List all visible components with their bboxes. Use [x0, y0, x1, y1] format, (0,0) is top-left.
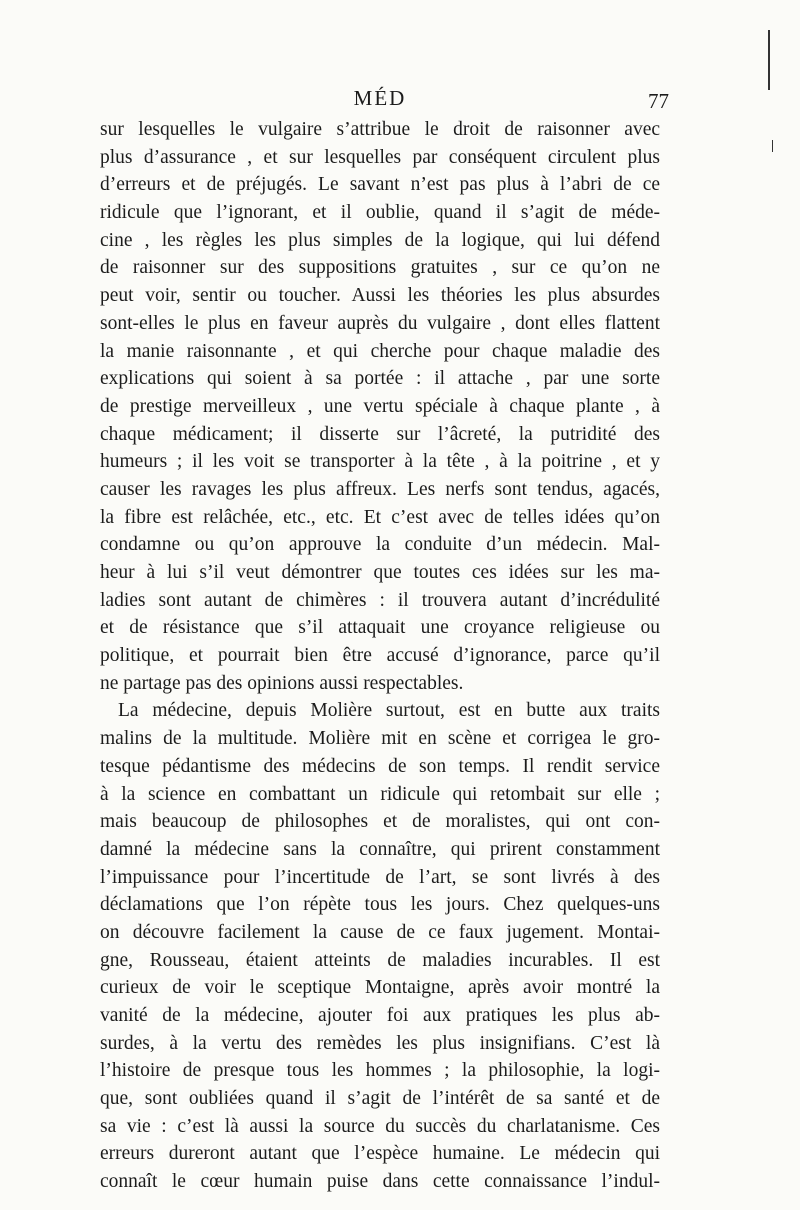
- text-line: sur lesquelles le vulgaire s’attribue le droit de raisonner avec: [100, 119, 660, 140]
- running-head: MÉD: [353, 86, 407, 110]
- text-line: curieux de voir le sceptique Montaigne, après avoir montré la: [100, 977, 660, 999]
- text-line: heur à lui s’il veut démontrer que toutes ces idées sur les ma-: [100, 562, 660, 583]
- text-line: plus d’assurance , et sur lesquelles par conséquent circulent plus: [100, 146, 660, 168]
- text-line: l’histoire de presque tous les hommes ; la philosophie, la logi-: [100, 1060, 660, 1082]
- text-line: d’erreurs et de préjugés. Le savant n’est pas plus à l’abri de ce: [100, 174, 660, 196]
- text-line: tesque pédantisme des médecins de son temps. Il rendit service: [100, 755, 660, 777]
- text-line: gne, Rousseau, étaient atteints de maladies incurables. Il est: [100, 949, 660, 971]
- page-header: [100, 86, 669, 116]
- text-line: erreurs dureront autant que l’espèce humaine. Le médecin qui: [100, 1143, 660, 1165]
- text-line: la fibre est relâchée, etc., etc. Et c’est avec de telles idées qu’on: [100, 506, 660, 528]
- text-line: et de résistance que s’il attaquait une croyance religieuse ou: [100, 617, 660, 639]
- page-number: 77: [648, 89, 669, 113]
- text-line: ne partage pas des opinions aussi respectables.: [100, 672, 464, 694]
- paragraph: [100, 697, 660, 1195]
- text-line: déclamations que l’on répète tous les jours. Chez quelques-uns: [100, 894, 660, 916]
- text-line: damné la médecine sans la connaître, qui prirent constamment: [100, 838, 660, 860]
- text-line: connaît le cœur humain puise dans cette connaissance l’indul-: [100, 1171, 660, 1193]
- text-line: vanité de la médecine, ajouter foi aux pratiques les plus ab-: [100, 1005, 660, 1026]
- page-edge-line: [772, 140, 773, 152]
- text-line: La médecine, depuis Molière surtout, est en butte aux traits: [118, 700, 660, 722]
- text-line: l’impuissance pour l’incertitude de l’art, se sont livrés à des: [100, 866, 660, 888]
- text-line: condamne ou qu’on approuve la conduite d’un médecin. Mal-: [100, 534, 660, 556]
- page-edge-line: [768, 30, 770, 90]
- text-line: sont-elles le plus en faveur auprès du vulgaire , dont elles flattent: [100, 312, 660, 334]
- text-line: ladies sont autant de chimères : il trouvera autant d’incrédulité: [100, 589, 660, 611]
- body-text: [100, 116, 660, 1196]
- text-line: politique, et pourrait bien être accusé d’ignorance, parce qu’il: [100, 645, 660, 667]
- text-line: explications qui soient à sa portée : il attache , par une sorte: [100, 368, 660, 390]
- text-line: sa vie : c’est là aussi la source du succès du charlatanisme. Ces: [100, 1115, 660, 1137]
- text-line: que, sont oubliées quand il s’agit de l’intérêt de sa santé et de: [100, 1088, 660, 1110]
- text-line: causer les ravages les plus affreux. Les nerfs sont tendus, agacés,: [100, 478, 660, 500]
- text-line: malins de la multitude. Molière mit en scène et corrigea le gro-: [100, 728, 660, 750]
- text-line: mais beaucoup de philosophes et de moralistes, qui ont con-: [100, 811, 660, 833]
- paragraph: [100, 116, 660, 697]
- text-line: cine , les règles les plus simples de la logique, qui lui défend: [100, 229, 660, 251]
- text-line: humeurs ; il les voit se transporter à la tête , à la poitrine , et y: [100, 451, 660, 473]
- text-line: de prestige merveilleux , une vertu spéciale à chaque plante , à: [100, 395, 660, 417]
- text-line: la manie raisonnante , et qui cherche pour chaque maladie des: [100, 340, 660, 362]
- text-line: ridicule que l’ignorant, et il oublie, quand il s’agit de méde-: [100, 202, 660, 224]
- text-line: on découvre facilement la cause de ce faux jugement. Montai-: [100, 921, 660, 943]
- text-line: chaque médicament; il disserte sur l’âcreté, la putridité des: [100, 423, 660, 445]
- text-line: de raisonner sur des suppositions gratuites , sur ce qu’on ne: [100, 257, 660, 279]
- text-line: à la science en combattant un ridicule qui retombait sur elle ;: [100, 783, 660, 805]
- text-line: peut voir, sentir ou toucher. Aussi les théories les plus absurdes: [100, 285, 660, 307]
- text-line: surdes, à la vertu des remèdes les plus insignifians. C’est là: [100, 1032, 660, 1054]
